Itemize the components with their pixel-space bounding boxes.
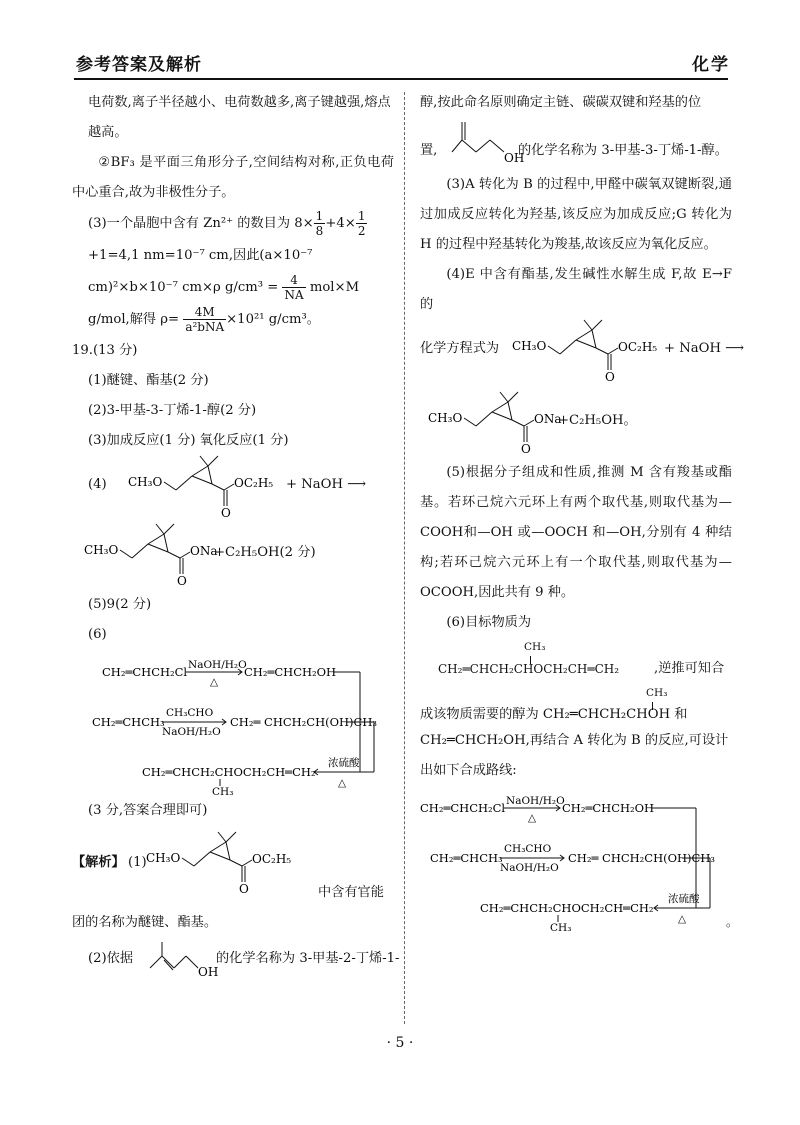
answer-2: (2)3-甲基-3-丁烯-1-醇(2 分) (88, 403, 257, 418)
methyl-bond (500, 392, 508, 402)
bond (230, 860, 242, 866)
text-p3c: +1=4,1 nm=10⁻⁷ cm,因此(a×10⁻⁷ cm)²×b×10⁻⁷ cm×ρ g/cm³ = (88, 248, 313, 295)
header-rule (74, 78, 728, 80)
ring-bond (576, 340, 596, 348)
o-label: O (521, 442, 531, 456)
text-p2: ②BF₃ 是平面三角形分子,空间结构对称,正负电荷中心重合,故为非极性分子。 (72, 155, 394, 200)
target-tail: ,逆推可知合 (654, 661, 725, 676)
route-target: CH₂═CHCH₂CHOCH₂CH═CH₂ (142, 765, 316, 779)
answer-6-note: (3 分,答案合理即可) (88, 803, 208, 818)
bond (462, 140, 476, 152)
frac-den: NA (284, 288, 304, 302)
text-r8: CH₂═CHCH₂OH,再结合 A 转化为 B 的反应,可设计出如下合成路线: (420, 733, 729, 778)
answer-6: (6) (88, 627, 107, 642)
synthesis-route-right (420, 792, 740, 932)
frac-num: 1 (357, 209, 366, 223)
bond (164, 482, 176, 490)
answer-4-product (72, 524, 394, 590)
bond (132, 544, 148, 558)
text-r3: (3)A 转化为 B 的过程中,甲醛中碳氧双键断裂,通过加成反应转化为羟基,该反应为加成反应;G 转化为 H 的过程中羟基转化为羧基,故该反应为氧化反应。 (420, 177, 732, 252)
route-target: CH₂═CHCH₂CHOCH₂CH═CH₂ (480, 901, 654, 915)
ona-label: ONa (190, 544, 218, 558)
meo-label: CH₃O (428, 411, 463, 425)
o-label: O (239, 882, 249, 896)
ring-bond (164, 534, 168, 552)
text-r2-text: 的化学名称为 3-甲基-3-丁烯-1-醇。 (518, 143, 728, 158)
bond (176, 476, 192, 490)
meo-label: CH₃O (84, 543, 119, 557)
answer-3: (3)加成反应(1 分) 氧化反应(1 分) (88, 433, 289, 448)
meo-label: CH₃O (128, 475, 163, 489)
route-start-1: CH₂═CHCH₂Cl (102, 665, 188, 679)
ring-bond (210, 842, 226, 852)
methyl-bond (452, 140, 462, 152)
methyl-bond (208, 456, 218, 466)
fraction-density (183, 305, 226, 334)
frac-den: a²bNA (185, 320, 225, 334)
route-product-1: CH₂═CHCH₂OH (562, 801, 655, 815)
explanation-2-text: 的化学名称为 3-甲基-2-丁烯-1- (216, 951, 400, 966)
route-cond-1-bot: △ (210, 676, 219, 688)
ester-structure-r (512, 320, 672, 382)
methyl-bond (584, 320, 592, 330)
meo-label: CH₃O (512, 339, 547, 353)
explanation-alcohol-structure (148, 938, 218, 978)
route-cond-3-bot: △ (338, 777, 347, 789)
answer-4-plus: + NaOH ⟶ (286, 477, 367, 492)
text-r5: (5)根据分子组成和性质,推测 M 含有羧基或酯基。若环己烷六元环上有两个取代基,则取代基为—COOH和—OH 或—OOCH 和—OH,分别有 4 种结构;若环己烷六元环上有一个取代基,则取代基为—OCOOH,因此共有 9 种。 (420, 465, 732, 600)
ring-bond (492, 402, 508, 412)
route-cond-2-bot: NaOH/H₂O (500, 862, 559, 874)
methyl-bond (508, 392, 518, 402)
bond (242, 860, 252, 866)
route-cond-1-bot: △ (528, 812, 537, 824)
header-title: 参考答案及解析 (76, 55, 202, 75)
ring-bond (208, 466, 212, 484)
route-end-mark: 。 (726, 915, 739, 929)
text-r7 (420, 687, 732, 726)
route-target-ch3: CH₃ (550, 922, 572, 934)
bond (560, 340, 576, 354)
frac-den: 2 (357, 224, 366, 238)
text-r2 (420, 118, 732, 170)
frac-num: 4 (282, 273, 305, 288)
oh-label: OH (504, 151, 525, 165)
carboxylate-structure-r (428, 392, 562, 456)
fraction-4-na (282, 273, 305, 302)
oh-label: OH (198, 965, 219, 979)
methyl-bond (164, 524, 174, 534)
route-target-ch3: CH₃ (212, 786, 234, 798)
ring-bond (192, 476, 212, 484)
explanation-2-label: (2)依据 (88, 951, 134, 966)
methyl-bond (218, 832, 226, 842)
explanation-1-text: 中含有官能团的名称为醚键、酯基。 (72, 885, 384, 930)
bond (224, 484, 234, 490)
bond (608, 348, 618, 354)
synthesis-route-left (92, 656, 424, 798)
route-start-2: CH₂═CHCH₃ (430, 851, 503, 865)
equation-r4-product (420, 392, 732, 458)
text-p3b: +4× (325, 216, 356, 231)
right-column (420, 88, 745, 934)
text-r6: (6)目标物质为 (446, 615, 532, 630)
ring-bond (592, 330, 596, 348)
bond (490, 140, 504, 152)
alcohol-ch3: CH₃ (646, 687, 668, 699)
o-label: O (177, 574, 187, 588)
route-cond-1-top: NaOH/H₂O (506, 795, 565, 807)
methyl-bond (592, 320, 602, 330)
text-p3d: mol×M g/mol,解得 ρ= (88, 280, 360, 327)
bond (596, 348, 608, 354)
text-p3e: ×10²¹ g/cm³。 (226, 312, 320, 327)
carboxylate-structure (84, 524, 218, 588)
oet-label: OC₂H₅ (618, 340, 658, 354)
text-r4-label: 化学方程式为 (420, 341, 500, 356)
oet-label: OC₂H₅ (234, 476, 274, 490)
bond (524, 420, 534, 426)
bond (512, 420, 524, 426)
ona-label: ONa (534, 412, 562, 426)
oet-label: OC₂H₅ (252, 852, 292, 866)
route-cond-3-bot: △ (678, 913, 687, 925)
explanation-1-label: (1) (128, 855, 147, 870)
route-start-2: CH₂═CHCH₃ (92, 715, 165, 729)
o-label: O (221, 506, 231, 520)
bond (168, 552, 180, 558)
route-cond-2-bot: NaOH/H₂O (162, 726, 221, 738)
ring-bond (226, 842, 230, 860)
bond (194, 852, 210, 866)
answer-1: (1)醚键、酯基(2 分) (88, 373, 209, 388)
bond (548, 346, 560, 354)
bond (476, 140, 490, 152)
route-cond-2-top: CH₃CHO (166, 707, 214, 719)
explanation-1 (72, 832, 394, 930)
text-r4: (4)E 中含有酯基,发生碱性水解生成 F,故 E→F 的 (420, 267, 732, 312)
route-cond-3-top: 浓硫酸 (668, 893, 700, 905)
double-bond (162, 956, 174, 968)
bond (476, 412, 492, 426)
explanation-tag: 【解析】 (72, 855, 125, 870)
ring-bond (492, 412, 512, 420)
route-start-1: CH₂═CHCH₂Cl (420, 801, 506, 815)
fraction-1-2 (356, 209, 368, 238)
ring-bond (508, 402, 512, 420)
text-r4-product: +C₂H₅OH。 (558, 413, 637, 428)
methyl-bond (226, 832, 236, 842)
answer-4-product-text: +C₂H₅OH(2 分) (214, 545, 316, 560)
bond (174, 956, 186, 968)
frac-num: 1 (315, 209, 324, 223)
ring-bond (576, 330, 592, 340)
answer-5: (5)9(2 分) (88, 597, 152, 612)
target-formula (420, 638, 732, 686)
bond (182, 858, 194, 866)
text-p3 (72, 208, 394, 336)
text-r4-plus: + NaOH ⟶ (664, 341, 745, 356)
route-cond-3-top: 浓硫酸 (328, 757, 360, 769)
column-divider (404, 92, 405, 1024)
frac-den: 8 (315, 224, 324, 238)
answer-4 (72, 456, 394, 518)
o-label: O (605, 370, 615, 384)
ring-bond (148, 534, 164, 544)
page-number: · 5 · (386, 1035, 414, 1051)
ring-bond (192, 466, 208, 476)
explanation-2 (72, 938, 400, 979)
text-p1: 电荷数,离子半径越小、电荷数越多,离子键越强,熔点越高。 (88, 95, 391, 140)
text-p3a: (3)一个晶胞中含有 Zn²⁺ 的数目为 8× (88, 216, 314, 231)
target-formula-text: CH₂═CHCH₂CHOCH₂CH═CH₂ (438, 662, 620, 676)
route-cond-2-top: CH₃CHO (504, 843, 552, 855)
route-cond-1-top: NaOH/H₂O (188, 659, 247, 671)
methyl-bond (200, 456, 208, 466)
ring-bond (210, 852, 230, 860)
route-product-1: CH₂═CHCH₂OH (244, 665, 337, 679)
fraction-1-8 (314, 209, 326, 238)
ring-bond (148, 544, 168, 552)
bond (120, 550, 132, 558)
methyl-bond (156, 524, 164, 534)
bond (180, 552, 190, 558)
text-r1: 醇,按此命名原则确定主链、碳碳双键和羟基的位 (420, 95, 702, 110)
answer-4-label: (4) (88, 477, 107, 492)
meo-label: CH₃O (146, 851, 181, 865)
ester-structure (128, 456, 288, 518)
left-column (72, 88, 400, 979)
equation-r4 (420, 320, 745, 384)
question-19: 19.(13 分) (72, 343, 138, 358)
bond (150, 956, 162, 968)
bond (186, 956, 198, 968)
header-subject: 化学 (692, 55, 730, 75)
target-ch3: CH₃ (524, 641, 546, 653)
frac-num: 4M (183, 305, 226, 320)
bond (464, 418, 476, 426)
text-r7-text: 成该物质需要的醇为 CH₂═CHCH₂CHOH 和 (420, 707, 688, 722)
bond (212, 484, 224, 490)
text-r2-label: 置, (420, 143, 438, 158)
route-product-2: CH₂═ CHCH₂CH(OH)CH₃ (230, 715, 377, 729)
route-product-2: CH₂═ CHCH₂CH(OH)CH₃ (568, 851, 715, 865)
